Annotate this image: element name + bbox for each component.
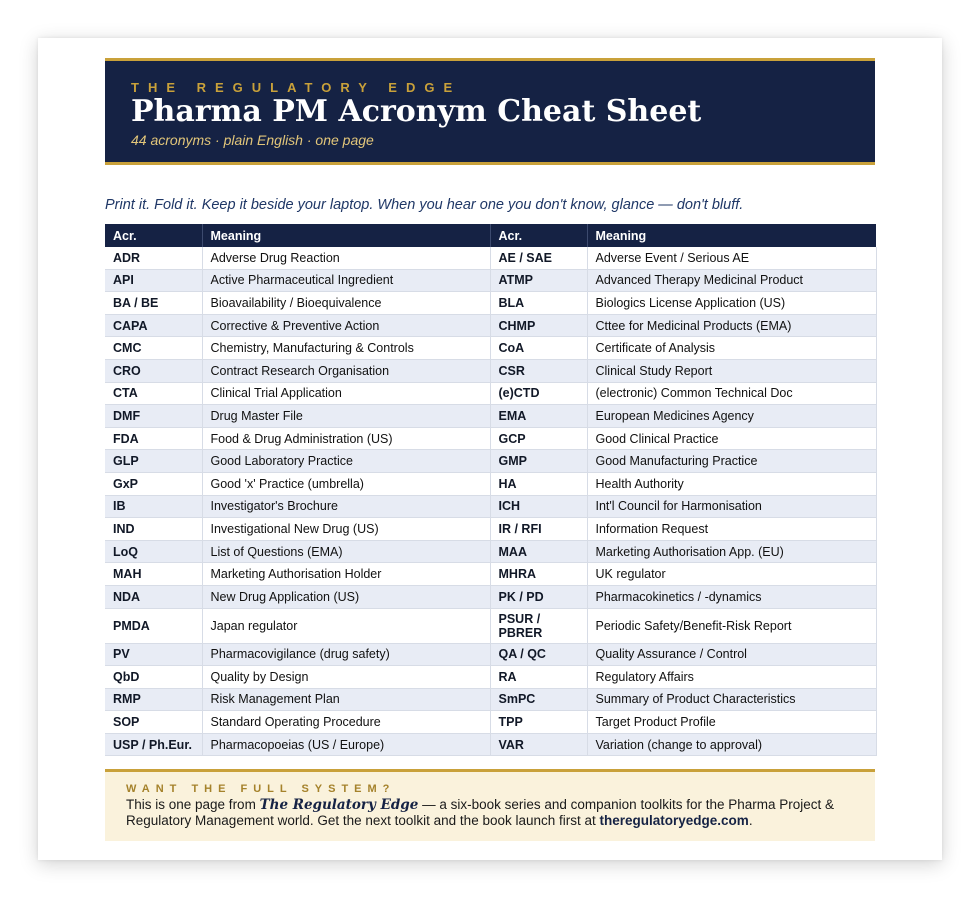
acronym-cell: EMA [490,405,587,428]
table-row [105,711,876,734]
acronym-cell: IND [105,518,202,541]
acronym-cell: NDA [105,585,202,608]
table-row [105,472,876,495]
table-row [105,666,876,689]
meaning-cell: Food & Drug Administration (US) [202,427,490,450]
table-row [105,337,876,360]
acronym-cell: TPP [490,711,587,734]
acronym-cell: SmPC [490,688,587,711]
acronym-cell: CRO [105,359,202,382]
meaning-cell: Regulatory Affairs [587,666,876,689]
acronym-cell: BA / BE [105,292,202,315]
acronym-cell: GLP [105,450,202,473]
table-row [105,518,876,541]
intro-text: Print it. Fold it. Keep it beside your laptop. When you hear one you don't know, glance — don't bluff. [105,197,744,213]
table-row [105,643,876,666]
meaning-cell: Advanced Therapy Medicinal Product [587,269,876,292]
meaning-cell: Risk Management Plan [202,688,490,711]
meaning-cell: Investigator's Brochure [202,495,490,518]
acronym-cell: HA [490,472,587,495]
meaning-cell: Information Request [587,518,876,541]
acronym-cell: PSUR / PBRER [490,608,587,643]
table-row [105,540,876,563]
meaning-cell: List of Questions (EMA) [202,540,490,563]
meaning-cell: Target Product Profile [587,711,876,734]
cta-text-before: This is one page from [126,797,260,812]
cta-text-middle: — a six-book series and companion toolkits for the Pharma Project & Regulatory Management world. Get the next toolkit and the book launch first at [126,797,835,828]
header-banner [105,58,875,165]
table-row [105,427,876,450]
acronym-cell: MHRA [490,563,587,586]
page-subtitle: 44 acronyms · plain English · one page [131,132,374,148]
meaning-cell: Health Authority [587,472,876,495]
meaning-cell: Adverse Event / Serious AE [587,247,876,269]
acronym-cell: RMP [105,688,202,711]
table-row [105,292,876,315]
acronym-cell: IB [105,495,202,518]
meaning-cell: Quality Assurance / Control [587,643,876,666]
cta-kicker: WANT THE FULL SYSTEM? [126,783,396,795]
meaning-cell: Pharmacokinetics / -dynamics [587,585,876,608]
table-row [105,314,876,337]
acronym-cell: LoQ [105,540,202,563]
meaning-cell: New Drug Application (US) [202,585,490,608]
table-row [105,608,876,643]
table-row [105,382,876,405]
meaning-cell: Variation (change to approval) [587,733,876,756]
column-header-meaning: Meaning [587,224,876,247]
acronym-cell: CSR [490,359,587,382]
table-row [105,585,876,608]
meaning-cell: Good Laboratory Practice [202,450,490,473]
meaning-cell: Good Clinical Practice [587,427,876,450]
acronym-cell: PK / PD [490,585,587,608]
cta-text-after: . [748,813,753,828]
acronym-cell: CTA [105,382,202,405]
meaning-cell: Summary of Product Characteristics [587,688,876,711]
meaning-cell: Pharmacopoeias (US / Europe) [202,733,490,756]
cheat-sheet-page [38,38,942,860]
acronym-table [105,224,877,756]
acronym-cell: (e)CTD [490,382,587,405]
acronym-cell: ICH [490,495,587,518]
acronym-cell: ATMP [490,269,587,292]
meaning-cell: Drug Master File [202,405,490,428]
meaning-cell: Chemistry, Manufacturing & Controls [202,337,490,360]
acronym-cell: CHMP [490,314,587,337]
cta-text [126,797,861,829]
acronym-cell: GMP [490,450,587,473]
table-row [105,359,876,382]
acronym-cell: MAH [105,563,202,586]
meaning-cell: Active Pharmaceutical Ingredient [202,269,490,292]
acronym-cell: GxP [105,472,202,495]
meaning-cell: Marketing Authorisation Holder [202,563,490,586]
acronym-cell: PV [105,643,202,666]
meaning-cell: Standard Operating Procedure [202,711,490,734]
series-kicker: THE REGULATORY EDGE [131,80,462,95]
meaning-cell: UK regulator [587,563,876,586]
column-header-acronym: Acr. [490,224,587,247]
acronym-cell: SOP [105,711,202,734]
meaning-cell: Bioavailability / Bioequivalence [202,292,490,315]
meaning-cell: Good 'x' Practice (umbrella) [202,472,490,495]
acronym-cell: QbD [105,666,202,689]
website-link[interactable]: theregulatoryedge.com [599,813,749,828]
meaning-cell: European Medicines Agency [587,405,876,428]
meaning-cell: Pharmacovigilance (drug safety) [202,643,490,666]
page-title: Pharma PM Acronym Cheat Sheet [131,94,702,129]
meaning-cell: Corrective & Preventive Action [202,314,490,337]
meaning-cell: Cttee for Medicinal Products (EMA) [587,314,876,337]
meaning-cell: Clinical Trial Application [202,382,490,405]
acronym-cell: CAPA [105,314,202,337]
table-row [105,269,876,292]
acronym-cell: RA [490,666,587,689]
acronym-cell: AE / SAE [490,247,587,269]
table-row [105,563,876,586]
acronym-cell: USP / Ph.Eur. [105,733,202,756]
table-row [105,495,876,518]
acronym-cell: BLA [490,292,587,315]
acronym-cell: ADR [105,247,202,269]
acronym-cell: DMF [105,405,202,428]
meaning-cell: Japan regulator [202,608,490,643]
meaning-cell: Certificate of Analysis [587,337,876,360]
meaning-cell: (electronic) Common Technical Doc [587,382,876,405]
acronym-table-body [105,247,876,756]
acronym-cell: PMDA [105,608,202,643]
table-row [105,688,876,711]
column-header-acronym: Acr. [105,224,202,247]
acronym-cell: GCP [490,427,587,450]
acronym-cell: FDA [105,427,202,450]
acronym-cell: CMC [105,337,202,360]
table-row [105,733,876,756]
acronym-cell: MAA [490,540,587,563]
acronym-cell: QA / QC [490,643,587,666]
meaning-cell: Int'l Council for Harmonisation [587,495,876,518]
acronym-cell: IR / RFI [490,518,587,541]
meaning-cell: Adverse Drug Reaction [202,247,490,269]
table-row [105,450,876,473]
table-row [105,247,876,269]
meaning-cell: Good Manufacturing Practice [587,450,876,473]
acronym-cell: VAR [490,733,587,756]
meaning-cell: Quality by Design [202,666,490,689]
book-title: The Regulatory Edge [259,797,419,813]
meaning-cell: Periodic Safety/Benefit-Risk Report [587,608,876,643]
meaning-cell: Contract Research Organisation [202,359,490,382]
table-row [105,405,876,428]
meaning-cell: Investigational New Drug (US) [202,518,490,541]
column-header-meaning: Meaning [202,224,490,247]
acronym-cell: CoA [490,337,587,360]
table-header-row [105,224,876,247]
meaning-cell: Clinical Study Report [587,359,876,382]
cta-box [105,769,875,841]
meaning-cell: Marketing Authorisation App. (EU) [587,540,876,563]
acronym-cell: API [105,269,202,292]
meaning-cell: Biologics License Application (US) [587,292,876,315]
